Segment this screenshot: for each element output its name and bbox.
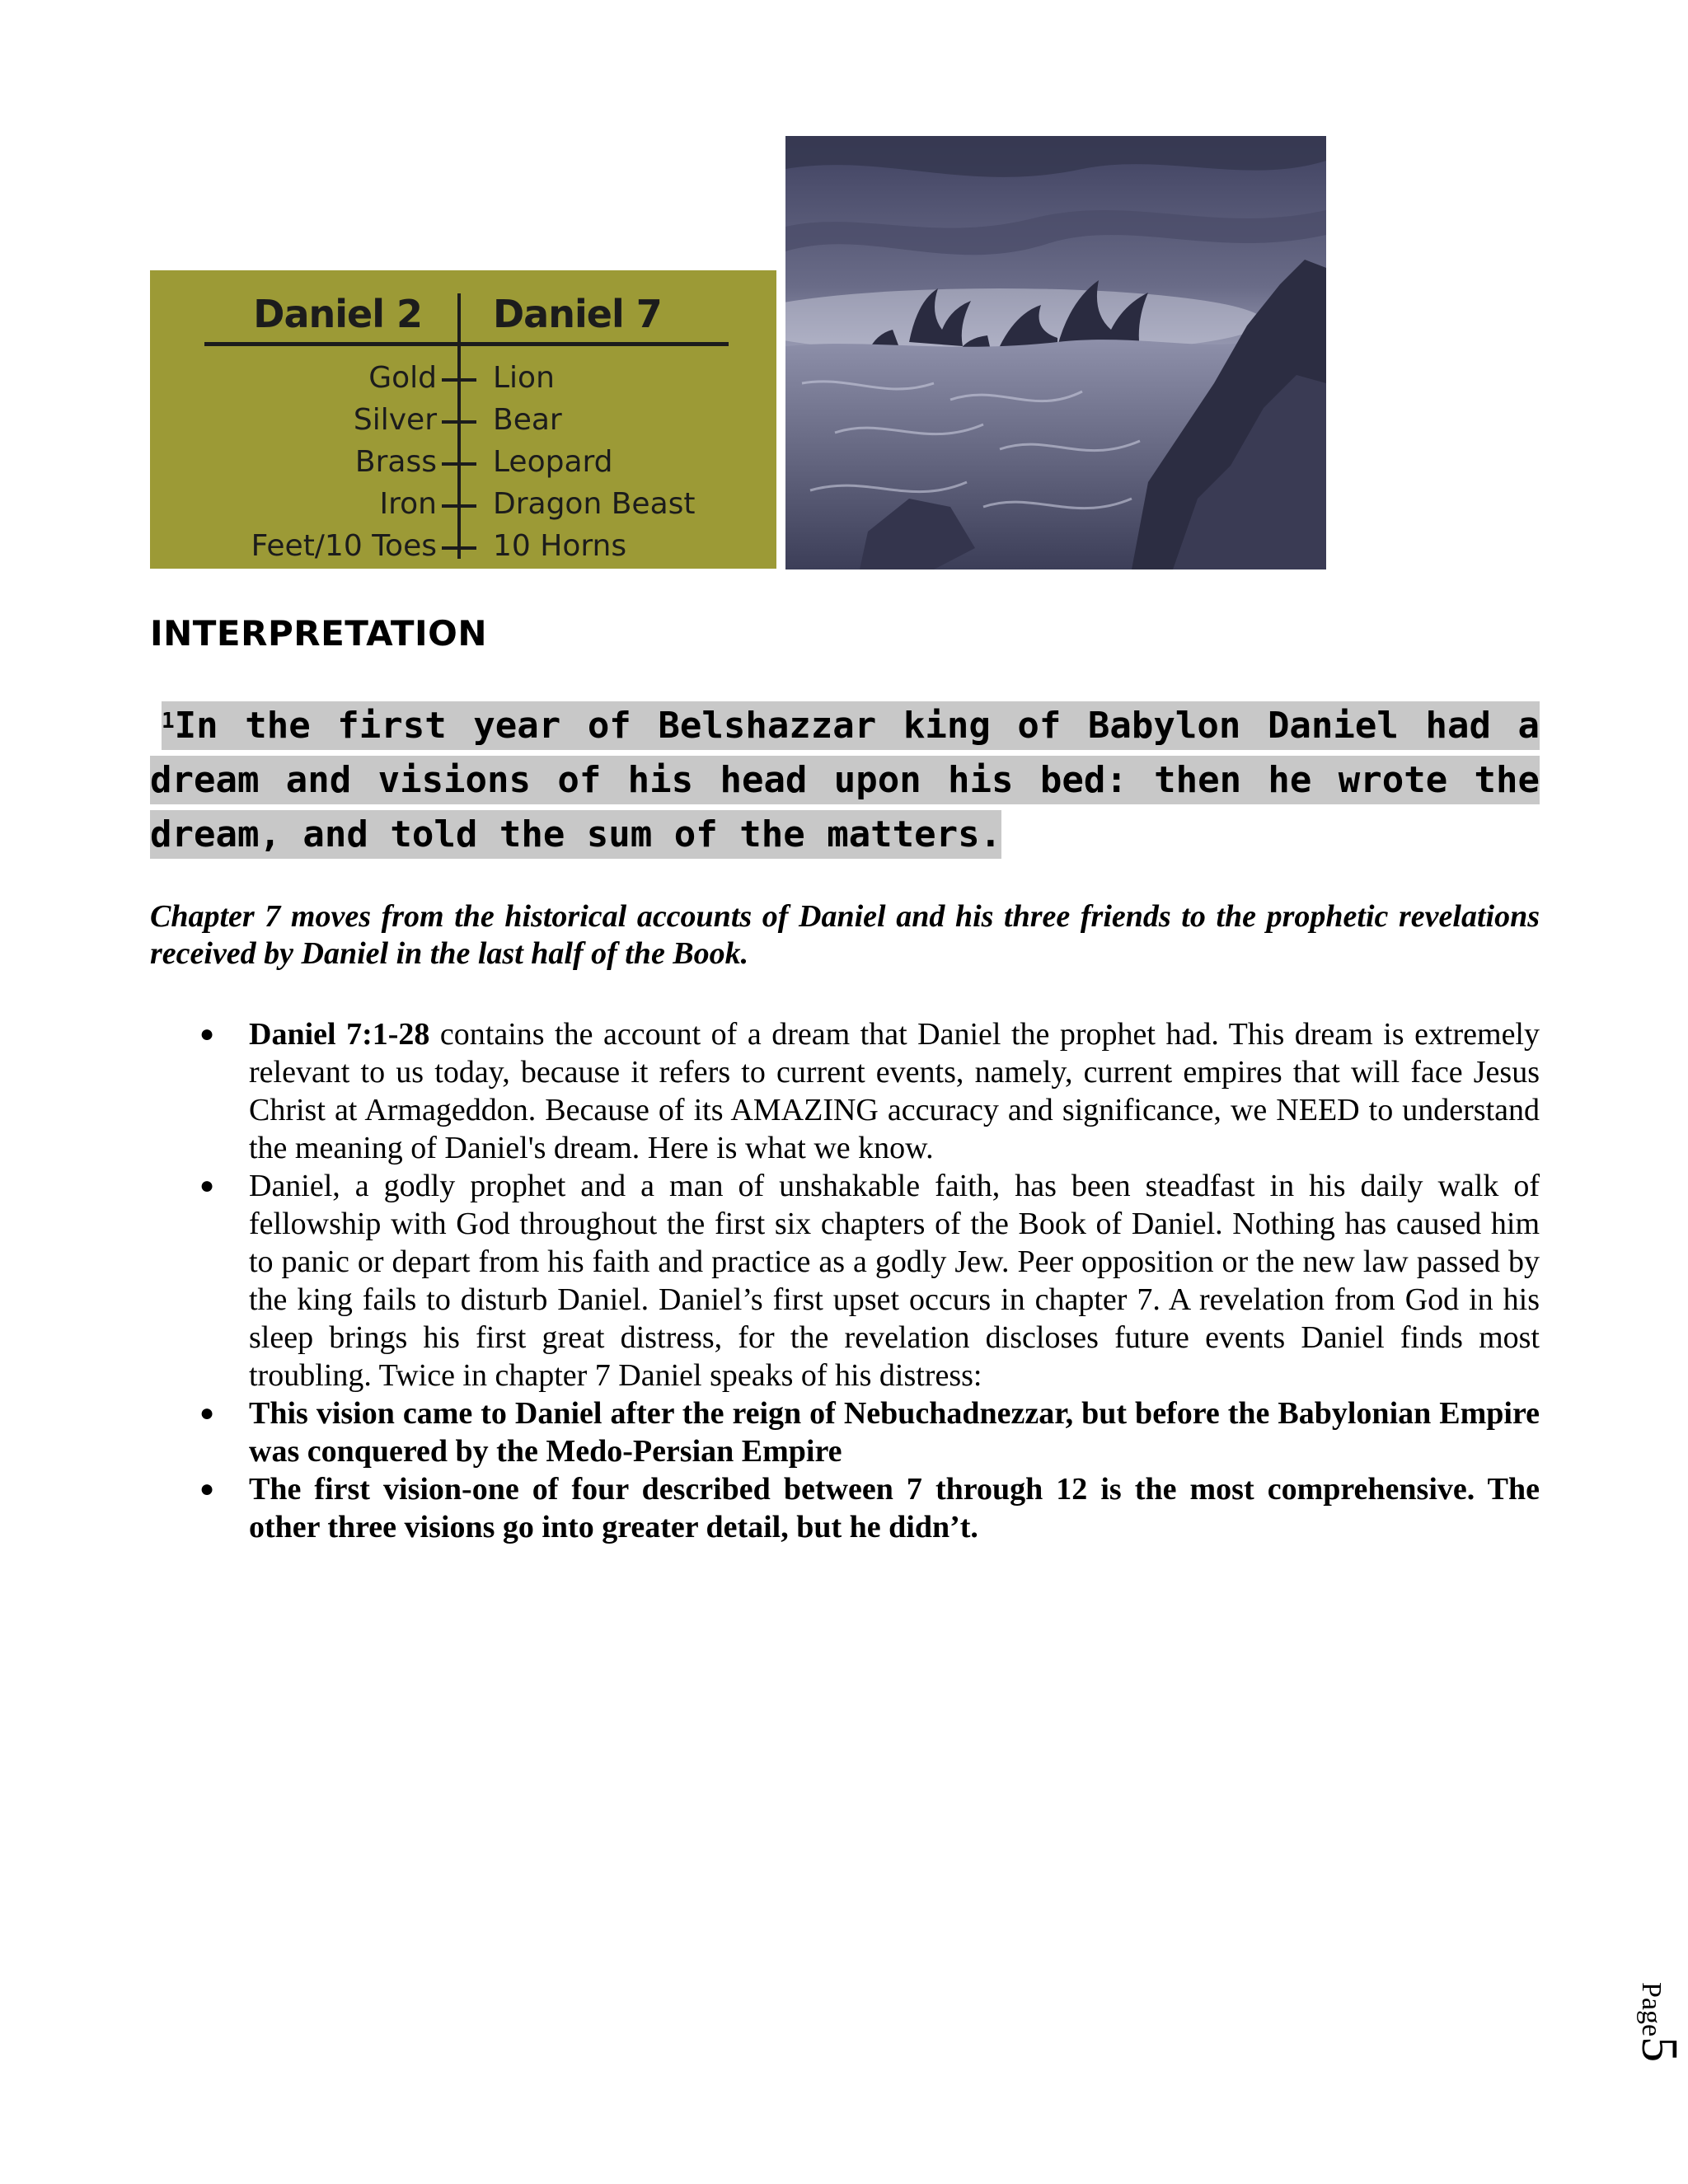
bullet-dot: ● bbox=[199, 1020, 215, 1047]
chart-tick bbox=[442, 378, 476, 382]
chart-tick bbox=[442, 420, 476, 424]
chart-header-rule bbox=[204, 342, 729, 346]
engraving-illustration bbox=[785, 136, 1326, 569]
chart-metal: Feet/10 Toes bbox=[251, 529, 437, 563]
page-label: Page bbox=[1636, 1982, 1667, 2037]
list-item-text: Daniel, a godly prophet and a man of unshakable faith, has been steadfast in his daily walk of fellowship with God throughout the first six chapters of the Book of Daniel. Nothing has caused him to panic or depart from his faith and practice as a godly Jew. Peer opposition or the new law passed by the king fails to disturb Daniel. Daniel’s first upset occurs in chapter 7. A revelation from God in his sleep brings his first great distress, for the revelation discloses future events Daniel finds most troubling. Twice in chapter 7 Daniel speaks of his distress: bbox=[249, 1169, 1540, 1393]
four-beasts-engraving bbox=[785, 136, 1326, 569]
chart-row-feet bbox=[150, 526, 776, 567]
chart-row-gold bbox=[150, 358, 776, 399]
chart-beast: Leopard bbox=[493, 445, 613, 479]
chart-tick bbox=[442, 546, 476, 550]
bullet-dot: ● bbox=[199, 1172, 215, 1199]
chart-row-iron bbox=[150, 484, 776, 525]
verse-number: 1 bbox=[162, 709, 175, 733]
bullet-dot: ● bbox=[199, 1399, 215, 1427]
page-number-value: 5 bbox=[1631, 2036, 1687, 2063]
chart-metal: Gold bbox=[368, 361, 437, 395]
daniel-comparison-chart bbox=[150, 270, 776, 569]
chart-beast: Bear bbox=[493, 403, 562, 437]
chart-tick bbox=[442, 462, 476, 466]
list-item bbox=[150, 1167, 1540, 1394]
chart-header-daniel-7: Daniel 7 bbox=[493, 292, 662, 336]
chapter-intro: Chapter 7 moves from the historical accounts of Daniel and his three friends to the prophetic revelations received by Daniel in the last half of the Book. bbox=[150, 899, 1540, 971]
chart-metal: Iron bbox=[379, 487, 437, 521]
list-item bbox=[150, 1470, 1540, 1546]
chart-metal: Brass bbox=[354, 445, 437, 479]
chart-row-brass bbox=[150, 442, 776, 483]
chart-header-daniel-2: Daniel 2 bbox=[253, 292, 422, 336]
chart-metal: Silver bbox=[353, 403, 437, 437]
chart-tick bbox=[442, 504, 476, 508]
page-number bbox=[1614, 1982, 1688, 2114]
chart-beast: Lion bbox=[493, 361, 555, 395]
scripture-reference: Daniel 7:1-28 bbox=[249, 1017, 430, 1052]
list-item-text: The first vision-one of four described between 7 through 12 is the most comprehensive. The other three visions go into greater detail, but he didn’t. bbox=[249, 1472, 1540, 1544]
verse-block bbox=[150, 699, 1540, 862]
bullet-dot: ● bbox=[199, 1475, 215, 1502]
list-item bbox=[150, 1015, 1540, 1167]
list-item bbox=[150, 1394, 1540, 1470]
chart-beast: Dragon Beast bbox=[493, 487, 696, 521]
verse-text: In the first year of Belshazzar king of Babylon Daniel had a dream and visions of his head upon his bed: then he wrote the dream, and told the sum of the matters. bbox=[150, 705, 1540, 855]
list-item-text: This vision came to Daniel after the reign of Nebuchadnezzar, but before the Babylonian Empire was conquered by the Medo-Persian Empire bbox=[249, 1396, 1540, 1469]
chart-row-silver bbox=[150, 400, 776, 441]
list-item-text: contains the account of a dream that Daniel the prophet had. This dream is extremely relevant to us today, because it refers to current events, namely, current empires that will face Jesus Christ at Armageddon. Because of its AMAZING accuracy and significance, we NEED to understand the meaning of Daniel's dream. Here is what we know. bbox=[249, 1017, 1540, 1165]
section-heading: INTERPRETATION bbox=[150, 613, 488, 654]
chart-beast: 10 Horns bbox=[493, 529, 627, 563]
bullet-list bbox=[150, 1015, 1540, 1546]
